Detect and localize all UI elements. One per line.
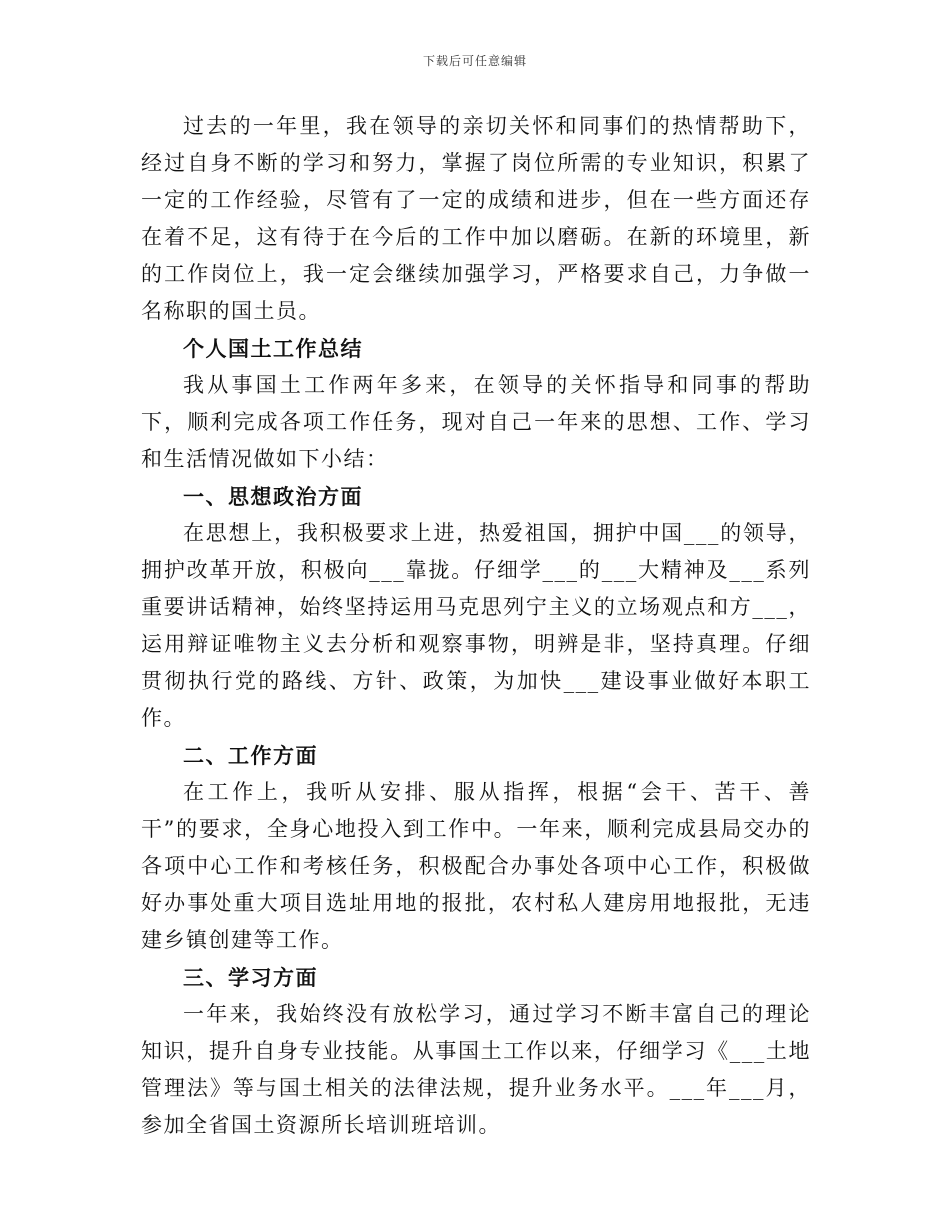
document-title: 个人国土工作总结 [183, 336, 363, 361]
ideology-paragraph: 在思想上，我积极要求上进，热爱祖国，拥护中国___的领导，拥护改革开放，积极向___靠拢。仔细学___的___大精神及___系列重要讲话精神，始终坚持运用马克思列宁主义的立场观点和方___，运用辩证唯物主义去分析和观察事物，明辨是非，坚持真理。仔细贯彻执行党的路线、方针、政策，为加快___建设事业做好本职工作。 [141, 521, 811, 730]
work-paragraph: 在工作上，我听从安排、服从指挥，根据“会干、苦干、善干”的要求，全身心地投入到工作中。一年来，顺利完成县局交办的各项中心工作和考核任务，积极配合办事处各项中心工作，积极做好办事处重大项目选址用地的报批，农村私人建房用地报批，无违建乡镇创建等工作。 [141, 780, 811, 952]
section-heading-study: 三、学习方面 [183, 965, 318, 990]
summary-intro-paragraph: 我从事国土工作两年多来，在领导的关怀指导和同事的帮助下，顺利完成各项工作任务，现对自己一年来的思想、工作、学习和生活情况做如下小结： [141, 373, 811, 471]
page-header-note: 下载后可任意编辑 [422, 54, 527, 68]
section-heading-work: 二、工作方面 [183, 743, 318, 768]
section-heading-ideology: 一、思想政治方面 [183, 484, 363, 509]
document-body [141, 108, 811, 1144]
intro-paragraph: 过去的一年里，我在领导的亲切关怀和同事们的热情帮助下，经过自身不断的学习和努力，掌握了岗位所需的专业知识，积累了一定的工作经验，尽管有了一定的成绩和进步，但在一些方面还存在着不足，这有待于在今后的工作中加以磨砺。在新的环境里，新的工作岗位上，我一定会继续加强学习，严格要求自己，力争做一名称职的国土员。 [141, 114, 811, 323]
study-paragraph: 一年来，我始终没有放松学习，通过学习不断丰富自己的理论知识，提升自身专业技能。从事国土工作以来，仔细学习《___土地管理法》等与国土相关的法律法规，提升业务水平。___年___月，参加全省国土资源所长培训班培训。 [141, 1002, 811, 1137]
